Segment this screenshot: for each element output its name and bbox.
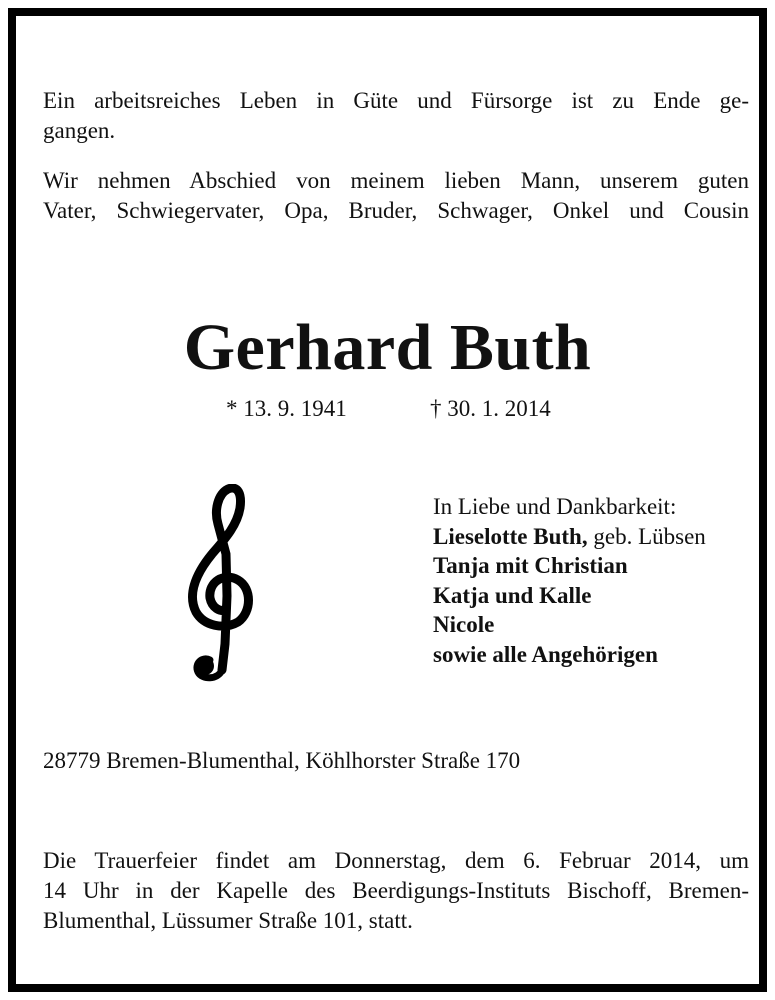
ceremony-line-3: Blumenthal, Lüssumer Straße 101, statt. xyxy=(43,908,413,933)
intro-line-1: Ein arbeitsreiches Leben in Güte und Fürsorge ist zu Ende ge- xyxy=(43,88,749,113)
mourners-heading: In Liebe und Dankbarkeit: xyxy=(433,494,677,519)
mourners-list xyxy=(433,492,753,669)
farewell-line-1: Wir nehmen Abschied von meinem lieben Mann, unserem guten xyxy=(43,168,749,193)
farewell-text xyxy=(43,166,749,226)
mourner-item: Katja und Kalle xyxy=(433,582,592,608)
ceremony-text xyxy=(43,846,749,936)
birth-date: * 13. 9. 1941 xyxy=(226,396,347,421)
ceremony-line-1: Die Trauerfeier findet am Donnerstag, dem 6. Februar 2014, um xyxy=(43,848,749,873)
obituary-frame xyxy=(8,8,767,992)
family-address: 28779 Bremen-Blumenthal, Köhlhorster Straße 170 xyxy=(43,748,521,773)
mourner-widow-name: Lieselotte Buth, xyxy=(433,523,588,549)
mourner-item: Tanja mit Christian xyxy=(433,553,628,578)
intro-text xyxy=(43,86,749,146)
mourner-widow-maiden: geb. Lübsen xyxy=(587,523,706,549)
farewell-line-2: Vater, Schwiegervater, Opa, Bruder, Schwager, Onkel und Cousin xyxy=(43,198,749,223)
mourner-item: Nicole xyxy=(433,612,495,637)
ceremony-line-2: 14 Uhr in der Kapelle des Beerdigungs-Instituts Bischoff, Bremen- xyxy=(43,878,749,903)
mourner-widow xyxy=(433,522,753,552)
deceased-name: Gerhard Buth xyxy=(183,311,592,384)
death-date: † 30. 1. 2014 xyxy=(430,396,551,421)
treble-clef-icon xyxy=(182,484,258,684)
mourner-item: sowie alle Angehörigen xyxy=(433,641,658,667)
intro-line-2: gangen. xyxy=(43,118,116,143)
